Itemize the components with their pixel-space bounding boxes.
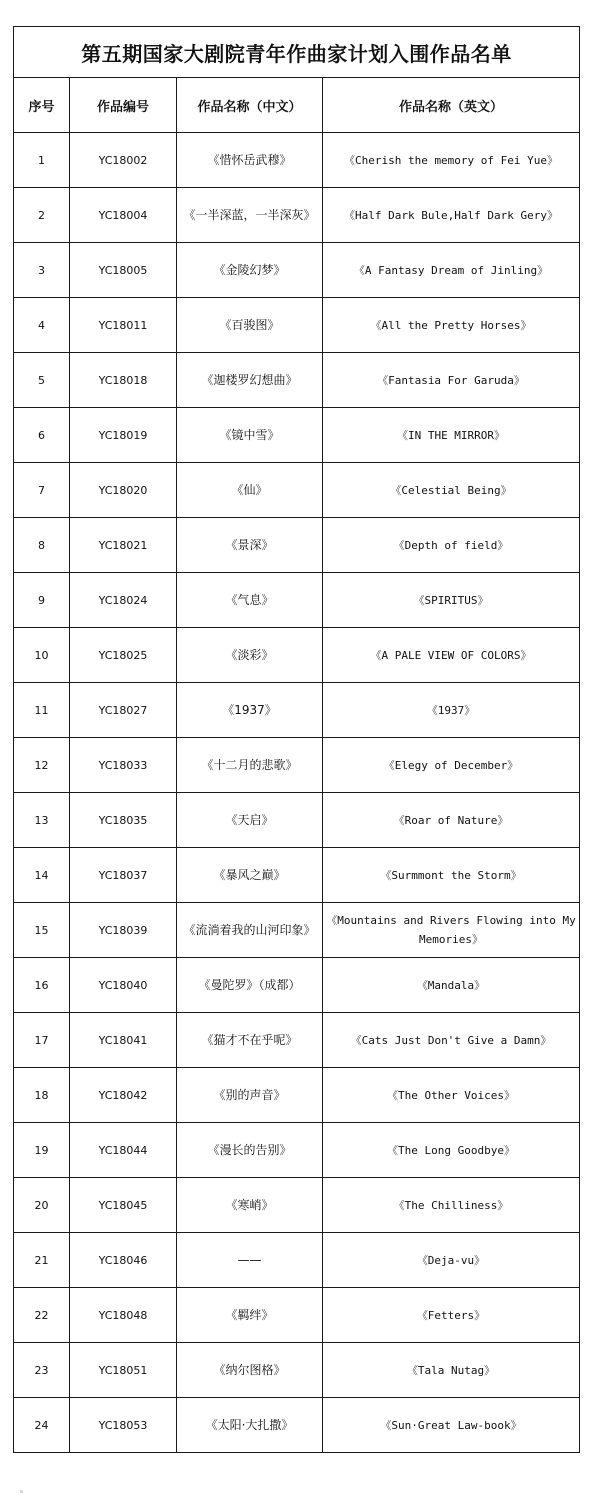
serial-number-cell: 9 xyxy=(14,573,70,628)
serial-number-cell: 16 xyxy=(14,958,70,1013)
table-row xyxy=(14,1123,580,1178)
table-row xyxy=(14,1343,580,1398)
work-name-english-cell: 《Roar of Nature》 xyxy=(323,793,580,848)
table-row xyxy=(14,848,580,903)
work-name-english-cell: 《Half Dark Bule,Half Dark Gery》 xyxy=(323,188,580,243)
work-name-english-cell: 《Cats Just Don't Give a Damn》 xyxy=(323,1013,580,1068)
work-name-english-cell: 《Celestial Being》 xyxy=(323,463,580,518)
serial-number-cell: 5 xyxy=(14,353,70,408)
work-code-cell: YC18039 xyxy=(70,903,177,958)
work-name-english-cell: 《Tala Nutag》 xyxy=(323,1343,580,1398)
work-name-chinese-cell: 《仙》 xyxy=(177,463,323,518)
table-row xyxy=(14,243,580,298)
table-header-row xyxy=(14,78,580,133)
table-row xyxy=(14,738,580,793)
serial-number-cell: 21 xyxy=(14,1233,70,1288)
work-name-english-cell: 《Deja-vu》 xyxy=(323,1233,580,1288)
table-row xyxy=(14,133,580,188)
serial-number-cell: 15 xyxy=(14,903,70,958)
work-name-english-cell: 《SPIRITUS》 xyxy=(323,573,580,628)
work-code-cell: YC18024 xyxy=(70,573,177,628)
work-name-chinese-cell: 《惜怀岳武穆》 xyxy=(177,133,323,188)
work-code-cell: YC18045 xyxy=(70,1178,177,1233)
serial-number-cell: 22 xyxy=(14,1288,70,1343)
table-body xyxy=(14,133,580,1453)
work-code-cell: YC18051 xyxy=(70,1343,177,1398)
work-code-cell: YC18041 xyxy=(70,1013,177,1068)
table-row xyxy=(14,573,580,628)
header-serial-number: 序号 xyxy=(14,78,70,133)
work-name-english-cell: 《The Chilliness》 xyxy=(323,1178,580,1233)
work-code-cell: YC18002 xyxy=(70,133,177,188)
table-row xyxy=(14,353,580,408)
work-code-cell: YC18020 xyxy=(70,463,177,518)
work-name-chinese-cell: 《气息》 xyxy=(177,573,323,628)
work-name-english-cell: 《All the Pretty Horses》 xyxy=(323,298,580,353)
work-name-chinese-cell: 《流淌着我的山河印象》 xyxy=(177,903,323,958)
work-name-english-cell: 《Surmmont the Storm》 xyxy=(323,848,580,903)
work-code-cell: YC18053 xyxy=(70,1398,177,1453)
work-name-english-cell: 《Sun·Great Law-book》 xyxy=(323,1398,580,1453)
table-row xyxy=(14,463,580,518)
serial-number-cell: 12 xyxy=(14,738,70,793)
table-row xyxy=(14,188,580,243)
serial-number-cell: 14 xyxy=(14,848,70,903)
work-code-cell: YC18005 xyxy=(70,243,177,298)
work-name-english-cell: 《Depth of field》 xyxy=(323,518,580,573)
work-name-chinese-cell: 《曼陀罗》（成都） xyxy=(177,958,323,1013)
table-row xyxy=(14,408,580,463)
work-code-cell: YC18004 xyxy=(70,188,177,243)
work-name-chinese-cell: 《天启》 xyxy=(177,793,323,848)
work-name-english-cell: 《The Other Voices》 xyxy=(323,1068,580,1123)
work-name-chinese-cell: 《镜中雪》 xyxy=(177,408,323,463)
serial-number-cell: 11 xyxy=(14,683,70,738)
page-speck xyxy=(20,1490,23,1493)
work-code-cell: YC18037 xyxy=(70,848,177,903)
shortlist-table xyxy=(13,26,580,1453)
table-row xyxy=(14,628,580,683)
header-work-name-english: 作品名称（英文） xyxy=(323,78,580,133)
work-code-cell: YC18025 xyxy=(70,628,177,683)
header-work-name-chinese: 作品名称（中文） xyxy=(177,78,323,133)
work-name-english-cell: 《1937》 xyxy=(323,683,580,738)
table-row xyxy=(14,1013,580,1068)
table-row xyxy=(14,1398,580,1453)
table-row xyxy=(14,683,580,738)
work-name-english-cell: 《A PALE VIEW OF COLORS》 xyxy=(323,628,580,683)
table-row xyxy=(14,298,580,353)
work-code-cell: YC18046 xyxy=(70,1233,177,1288)
work-name-english-cell: 《Fantasia For Garuda》 xyxy=(323,353,580,408)
serial-number-cell: 4 xyxy=(14,298,70,353)
serial-number-cell: 7 xyxy=(14,463,70,518)
document-title: 第五期国家大剧院青年作曲家计划入围作品名单 xyxy=(14,27,580,78)
serial-number-cell: 3 xyxy=(14,243,70,298)
work-code-cell: YC18011 xyxy=(70,298,177,353)
work-name-chinese-cell: 《景深》 xyxy=(177,518,323,573)
work-name-chinese-cell: 《羁绊》 xyxy=(177,1288,323,1343)
work-code-cell: YC18021 xyxy=(70,518,177,573)
serial-number-cell: 24 xyxy=(14,1398,70,1453)
work-code-cell: YC18018 xyxy=(70,353,177,408)
work-code-cell: YC18044 xyxy=(70,1123,177,1178)
serial-number-cell: 17 xyxy=(14,1013,70,1068)
serial-number-cell: 1 xyxy=(14,133,70,188)
serial-number-cell: 19 xyxy=(14,1123,70,1178)
serial-number-cell: 8 xyxy=(14,518,70,573)
table-row xyxy=(14,793,580,848)
table-row xyxy=(14,958,580,1013)
work-code-cell: YC18035 xyxy=(70,793,177,848)
work-code-cell: YC18019 xyxy=(70,408,177,463)
work-name-english-cell: 《Mandala》 xyxy=(323,958,580,1013)
serial-number-cell: 10 xyxy=(14,628,70,683)
work-name-chinese-cell: —— xyxy=(177,1233,323,1288)
work-code-cell: YC18042 xyxy=(70,1068,177,1123)
work-code-cell: YC18033 xyxy=(70,738,177,793)
table-row xyxy=(14,1178,580,1233)
work-name-chinese-cell: 《猫才不在乎呢》 xyxy=(177,1013,323,1068)
work-name-english-cell: 《IN THE MIRROR》 xyxy=(323,408,580,463)
work-name-chinese-cell: 《暴风之巅》 xyxy=(177,848,323,903)
work-name-chinese-cell: 《一半深蓝，一半深灰》 xyxy=(177,188,323,243)
serial-number-cell: 20 xyxy=(14,1178,70,1233)
serial-number-cell: 2 xyxy=(14,188,70,243)
table-row xyxy=(14,1068,580,1123)
work-code-cell: YC18040 xyxy=(70,958,177,1013)
work-code-cell: YC18048 xyxy=(70,1288,177,1343)
work-name-chinese-cell: 《太阳·大扎撒》 xyxy=(177,1398,323,1453)
work-name-chinese-cell: 《1937》 xyxy=(177,683,323,738)
work-name-english-cell: 《The Long Goodbye》 xyxy=(323,1123,580,1178)
table-row xyxy=(14,1233,580,1288)
work-name-chinese-cell: 《漫长的告别》 xyxy=(177,1123,323,1178)
work-name-english-cell: 《Fetters》 xyxy=(323,1288,580,1343)
serial-number-cell: 23 xyxy=(14,1343,70,1398)
work-name-chinese-cell: 《淡彩》 xyxy=(177,628,323,683)
serial-number-cell: 13 xyxy=(14,793,70,848)
work-name-english-cell: 《A Fantasy Dream of Jinling》 xyxy=(323,243,580,298)
work-name-english-cell: 《Cherish the memory of Fei Yue》 xyxy=(323,133,580,188)
work-name-chinese-cell: 《迦楼罗幻想曲》 xyxy=(177,353,323,408)
header-work-code: 作品编号 xyxy=(70,78,177,133)
work-name-chinese-cell: 《百骏图》 xyxy=(177,298,323,353)
work-name-chinese-cell: 《十二月的悲歌》 xyxy=(177,738,323,793)
serial-number-cell: 18 xyxy=(14,1068,70,1123)
table-row xyxy=(14,903,580,958)
work-name-chinese-cell: 《寒峭》 xyxy=(177,1178,323,1233)
work-name-chinese-cell: 《别的声音》 xyxy=(177,1068,323,1123)
work-code-cell: YC18027 xyxy=(70,683,177,738)
serial-number-cell: 6 xyxy=(14,408,70,463)
table-row xyxy=(14,518,580,573)
work-name-english-cell: 《Elegy of December》 xyxy=(323,738,580,793)
work-name-english-cell: 《Mountains and Rivers Flowing into My Memories》 xyxy=(323,903,580,958)
table-row xyxy=(14,1288,580,1343)
work-name-chinese-cell: 《纳尔图格》 xyxy=(177,1343,323,1398)
work-name-chinese-cell: 《金陵幻梦》 xyxy=(177,243,323,298)
